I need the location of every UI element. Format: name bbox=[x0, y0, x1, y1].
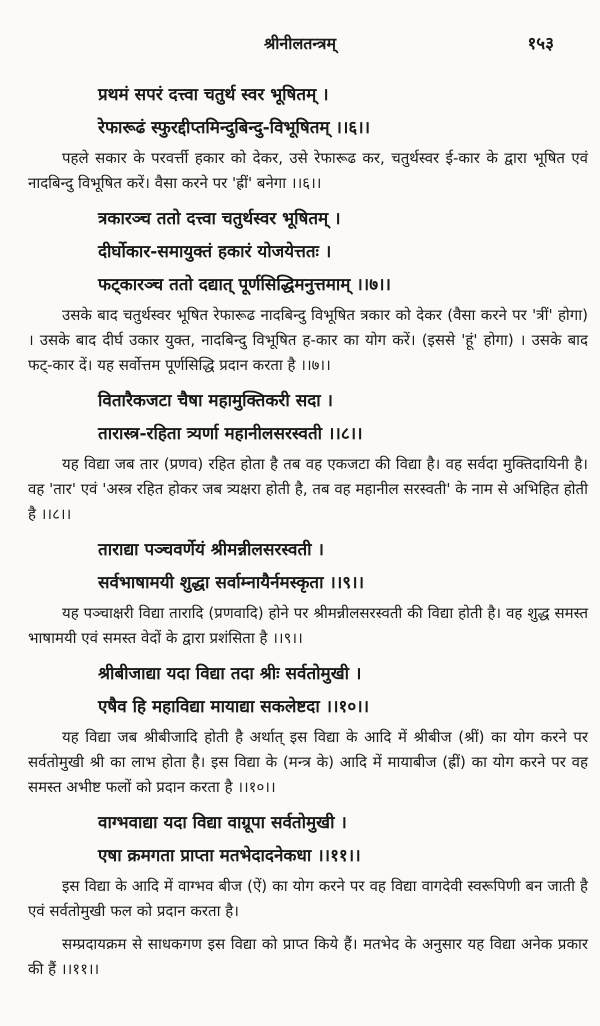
verse-line: वितारैकजटा चैषा महामुक्तिकरी सदा । bbox=[98, 391, 333, 411]
verse-line: तारास्त्र-रहिता त्र्यर्णा महानीलसरस्वती ।।८।। bbox=[98, 424, 363, 444]
verse-line: एषैव हि महाविद्या मायाद्या सकलेष्टदा ।।१०।। bbox=[98, 697, 370, 717]
verse-line: फट्कारञ्च ततो दद्यात् पूर्णसिद्धिमनुत्तमाम् ।।७।। bbox=[98, 275, 391, 295]
page-number: १५३ bbox=[527, 34, 554, 54]
commentary-paragraph: इस विद्या के आदि में वाग्भव बीज (ऐं) का योग करने पर वह विद्या वागदेवी स्वरूपिणी बन जाती है एवं सर्वतोमुखी फल को प्रदान करता है। bbox=[28, 877, 588, 920]
verse-line: वाग्भवाद्या यदा विद्या वाग्रूपा सर्वतोमुखी । bbox=[98, 813, 347, 833]
verse-line: दीर्घोकार-समायुक्तं हकारं योजयेत्ततः । bbox=[98, 242, 332, 262]
page-header bbox=[0, 30, 600, 56]
verse-line: एषा क्रमगता प्राप्ता मतभेदादनेकधा ।।११।। bbox=[98, 846, 361, 866]
commentary-paragraph: उसके बाद चतुर्थस्वर भूषित रेफारूढ नादबिन्दु विभूषित त्रकार को देकर (वैसा करने पर 'त्रीं' होगा) । उसके बाद दीर्घ उकार युक्त, नादबिन्दु विभूषित ह-कार का योग करें। (इससे 'हूं' होगा) । उसके बाद फट्-कार दें। यह सर्वोत्तम पूर्णसिद्धि प्रदान करता है ।।७।। bbox=[28, 306, 588, 374]
verse-line: रेफारूढं स्फुरद्दीप्तमिन्दुबिन्दु-विभूषितम् ।।६।। bbox=[98, 118, 371, 138]
page-body bbox=[28, 80, 588, 990]
commentary-paragraph: पहले सकार के परवर्त्ती हकार को देकर, उसे रेफारूढ कर, चतुर्थस्वर ई-कार के द्वारा भूषित एवं नादबिन्दु विभूषित करें। वैसा करने पर 'ह्रीं' बनेगा ।।६।। bbox=[28, 149, 588, 192]
verse-line: प्रथमं सपरं दत्त्वा चतुर्थ स्वर भूषितम् । bbox=[98, 85, 329, 105]
verse-line: सर्वभाषामयी शुद्धा सर्वाम्नायैर्नमस्कृता ।।९।। bbox=[98, 573, 365, 593]
verse-line: ताराद्या पञ्चवर्णेयं श्रीमन्नीलसरस्वती । bbox=[98, 540, 324, 560]
commentary-paragraph: यह विद्या जब श्रीबीजादि होती है अर्थात् इस विद्या के आदि में श्रीबीज (श्रीं) का योग करने पर सर्वतोमुखी श्री का लाभ होता है। इस विद्या के (मन्त्र के) आदि में मायाबीज (ह्रीं) का योग करने पर वह समस्त अभीष्ट फलों को प्रदान करता है ।।१०।। bbox=[28, 728, 588, 796]
commentary-paragraph: यह पञ्चाक्षरी विद्या तारादि (प्रणवादि) होने पर श्रीमन्नीलसरस्वती की विद्या होती है। वह शुद्ध समस्त भाषामयी एवं समस्त वेदों के द्वारा प्रशंसिता है ।।९।। bbox=[28, 604, 588, 647]
verse-line: त्रकारञ्च ततो दत्त्वा चतुर्थस्वर भूषितम् । bbox=[98, 209, 341, 229]
verse-line: श्रीबीजाद्या यदा विद्या तदा श्रीः सर्वतोमुखी । bbox=[98, 664, 362, 684]
commentary-paragraph: यह विद्या जब तार (प्रणव) रहित होता है तब वह एकजटा की विद्या है। वह सर्वदा मुक्तिदायिनी है। वह 'तार' एवं 'अस्त्र रहित होकर जब त्र्यक्षरा होती है, तब वह महानील सरस्वती' के नाम से अभिहित होती है ।।८।। bbox=[28, 455, 588, 523]
running-title: श्रीनीलतन्त्रम् bbox=[263, 34, 337, 53]
commentary-paragraph: सम्प्रदायक्रम से साधकगण इस विद्या को प्राप्त किये हैं। मतभेद के अनुसार यह विद्या अनेक प्रकार की हैं ।।११।। bbox=[28, 935, 588, 978]
